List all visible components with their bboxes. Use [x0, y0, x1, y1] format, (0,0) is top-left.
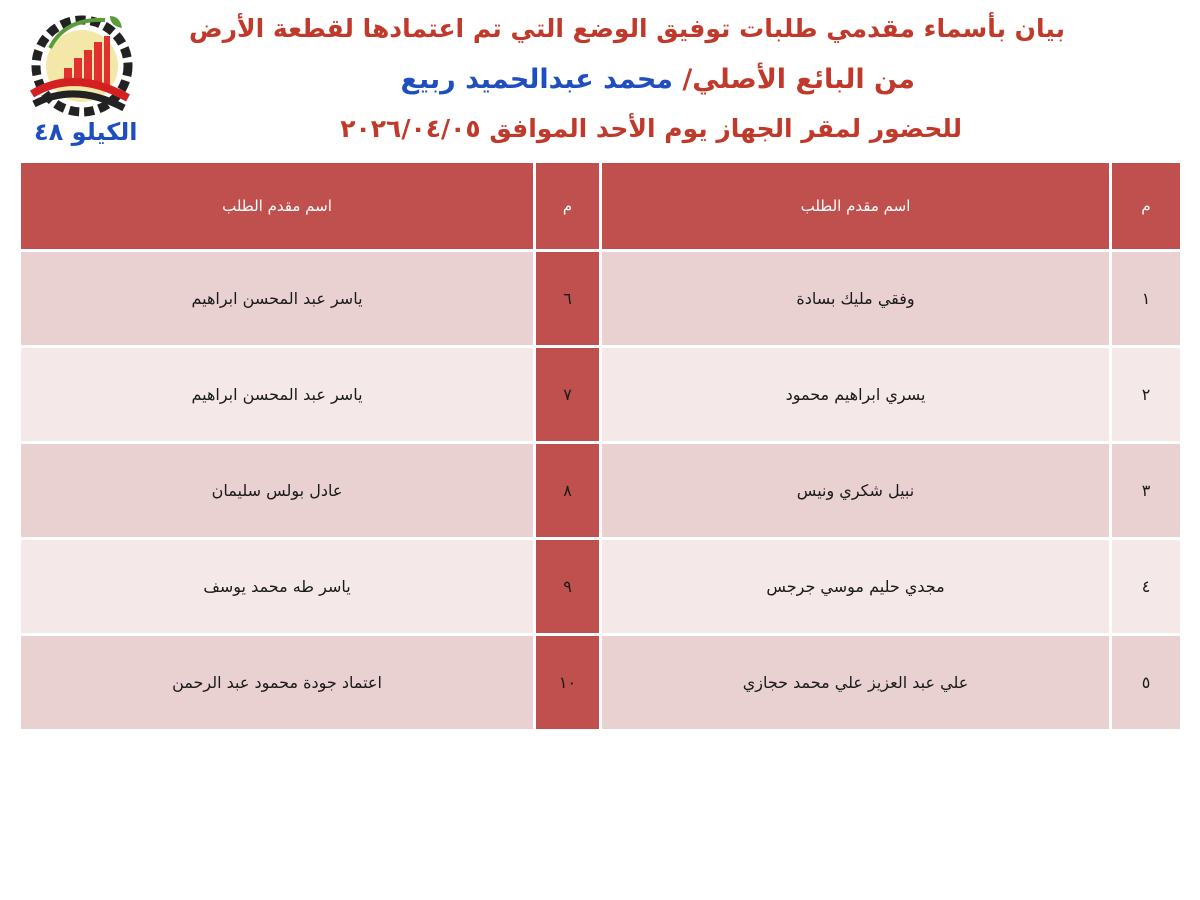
row-name-1: وفقي مليك بسادة	[602, 252, 1109, 345]
table-header-row	[21, 163, 1180, 249]
title-line-1: بيان بأسماء مقدمي طلبات توفيق الوضع التي تم اعتمادها لقطعة الأرض	[188, 14, 1065, 43]
row-name-2: اعتماد جودة محمود عبد الرحمن	[21, 636, 533, 729]
header-num-1: م	[1112, 163, 1180, 249]
row-name-2: ياسر طه محمد يوسف	[21, 540, 533, 633]
table-row	[21, 348, 1180, 441]
row-num-1: ٥	[1112, 636, 1180, 729]
logo-label: الكيلو ٤٨	[34, 118, 138, 146]
logo-emblem-icon	[20, 8, 150, 128]
header-num-2: م	[536, 163, 599, 249]
header-name-2: اسم مقدم الطلب	[21, 163, 533, 249]
row-num-1: ٢	[1112, 348, 1180, 441]
row-name-2: ياسر عبد المحسن ابراهيم	[21, 252, 533, 345]
row-name-1: نبيل شكري ونيس	[602, 444, 1109, 537]
row-name-1: يسري ابراهيم محمود	[602, 348, 1109, 441]
applicants-table	[18, 160, 1183, 732]
table-row	[21, 540, 1180, 633]
header-name-1: اسم مقدم الطلب	[602, 163, 1109, 249]
row-name-1: مجدي حليم موسي جرجس	[602, 540, 1109, 633]
row-num-1: ٣	[1112, 444, 1180, 537]
seller-name: محمد عبدالحميد ربيع	[400, 64, 673, 95]
row-name-1: علي عبد العزيز علي محمد حجازي	[602, 636, 1109, 729]
row-num-1: ٤	[1112, 540, 1180, 633]
title-line-3: للحضور لمقر الجهاز يوم الأحد الموافق ٢٠٢٦/٠٤/٠٥	[340, 114, 962, 143]
row-num-2: ١٠	[536, 636, 599, 729]
row-num-2: ٩	[536, 540, 599, 633]
row-num-2: ٧	[536, 348, 599, 441]
row-name-2: عادل بولس سليمان	[21, 444, 533, 537]
row-num-2: ٨	[536, 444, 599, 537]
table-row	[21, 252, 1180, 345]
row-num-2: ٦	[536, 252, 599, 345]
row-num-1: ١	[1112, 252, 1180, 345]
row-name-2: ياسر عبد المحسن ابراهيم	[21, 348, 533, 441]
table-row	[21, 444, 1180, 537]
title-line-2	[401, 64, 915, 95]
seller-prefix: من البائع الأصلي/	[673, 64, 915, 95]
table-row	[21, 636, 1180, 729]
